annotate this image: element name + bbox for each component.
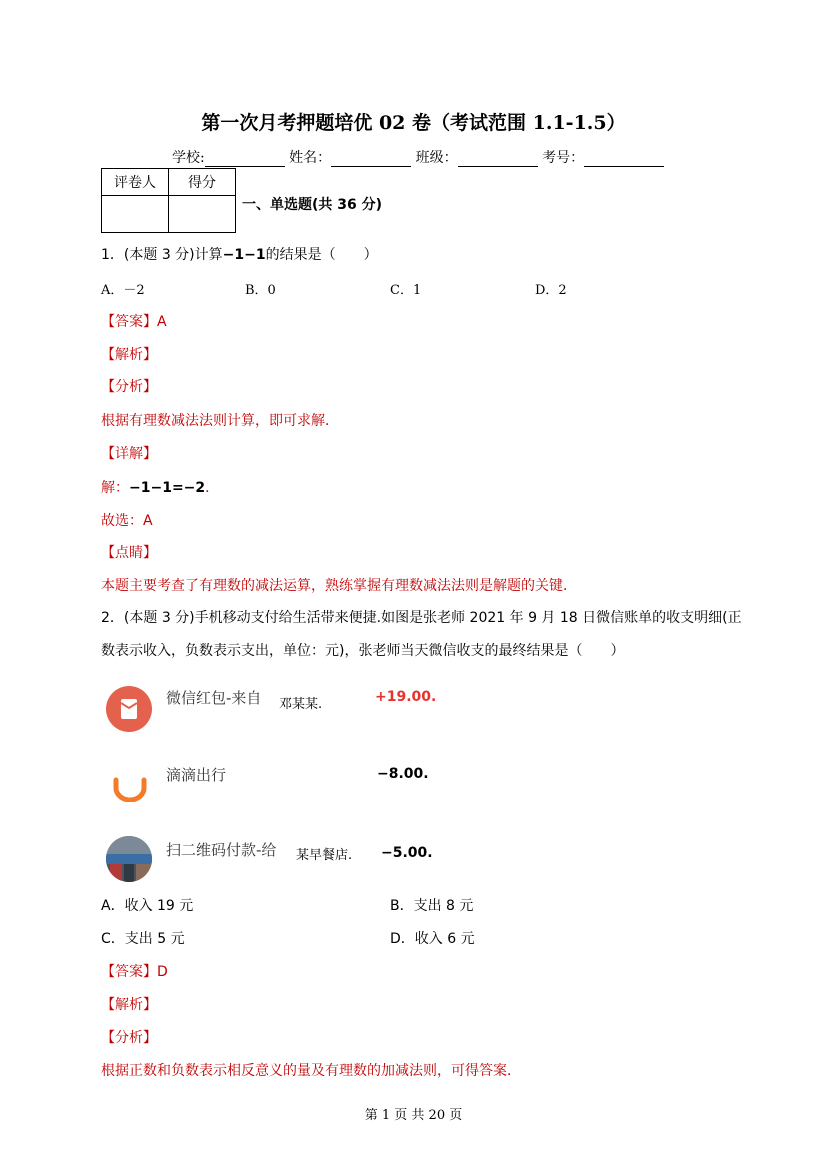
q2-stem-line2: 数表示收入，负数表示支出，单位：元)，张老师当天微信收支的最终结果是（ ） — [101, 643, 625, 659]
name-label: 姓名： — [289, 150, 332, 166]
q2-option-a: A．收入 19 元 — [101, 898, 194, 914]
q1-option-a: A．－2 — [101, 283, 145, 298]
q1-xiangjie-label: 【详解】 — [101, 446, 157, 462]
name-blank — [331, 152, 411, 167]
q1-choose: 故选：A — [101, 513, 153, 529]
section-title: 一、单选题(共 36 分) — [242, 197, 383, 213]
grader-cell — [102, 196, 169, 233]
q1-option-c: C．1 — [390, 283, 422, 298]
bill-row3-amount: −5.00. — [381, 845, 433, 861]
bill-row1-party: 邓某某. — [279, 697, 323, 712]
q1-option-d: D．2 — [535, 283, 567, 298]
q1-option-b: B．0 — [245, 283, 276, 298]
score-table — [101, 168, 236, 233]
q2-answer: 【答案】D — [101, 964, 168, 980]
q1-stem: 1．(本题 3 分)计算−1−1的结果是（ ） — [101, 247, 378, 263]
class-label: 班级： — [415, 150, 458, 166]
didi-icon — [110, 772, 150, 802]
q2-option-b: B．支出 8 元 — [390, 898, 474, 914]
bill-row1-label: 微信红包-来自 — [166, 689, 262, 707]
q2-option-d: D．收入 6 元 — [390, 931, 475, 947]
q1-solution: 解：−1−1=−2． — [101, 480, 220, 496]
q1-expression: −1−1 — [222, 247, 266, 263]
number-label: 考号： — [542, 150, 585, 166]
q2-stem-line1: 2．(本题 3 分)手机移动支付给生活带来便捷.如图是张老师 2021 年 9 月 18 日微信账单的收支明细(正 — [101, 610, 742, 626]
q1-dianjing-text: 本题主要考查了有理数的减法运算，熟练掌握有理数减法法则是解题的关键． — [101, 578, 577, 594]
red-envelope-icon — [106, 686, 152, 732]
shop-photo-icon — [106, 836, 152, 882]
bill-row3-label: 扫二维码付款-给 — [166, 841, 277, 859]
grader-header: 评卷人 — [102, 169, 169, 196]
page-footer: 第 1 页 共 20 页 — [364, 1108, 463, 1123]
score-header: 得分 — [169, 169, 236, 196]
number-blank — [584, 152, 664, 167]
q2-fenxi-label: 【分析】 — [101, 1030, 157, 1046]
score-cell — [169, 196, 236, 233]
class-blank — [458, 152, 538, 167]
q2-option-c: C．支出 5 元 — [101, 931, 185, 947]
school-blank — [205, 152, 285, 167]
school-label: 学校: — [172, 150, 205, 166]
q1-fenxi-label: 【分析】 — [101, 379, 157, 395]
bill-row1-amount: +19.00. — [375, 689, 437, 705]
q1-dianjing-label: 【点睛】 — [101, 545, 157, 561]
q2-jiexi-label: 【解析】 — [101, 997, 157, 1013]
bill-row2-amount: −8.00. — [377, 766, 429, 782]
q1-fenxi-text: 根据有理数减法法则计算，即可求解． — [101, 413, 339, 429]
q1-jiexi-label: 【解析】 — [101, 347, 157, 363]
q1-answer: 【答案】A — [101, 314, 167, 330]
q2-fenxi-text: 根据正数和负数表示相反意义的量及有理数的加减法则，可得答案． — [101, 1063, 521, 1079]
bill-row3-party: 某早餐店. — [296, 848, 353, 863]
bill-row2-label: 滴滴出行 — [166, 766, 227, 784]
student-info-line — [172, 147, 664, 167]
page-title: 第一次月考押题培优 02 卷（考试范围 1.1-1.5） — [201, 112, 626, 134]
